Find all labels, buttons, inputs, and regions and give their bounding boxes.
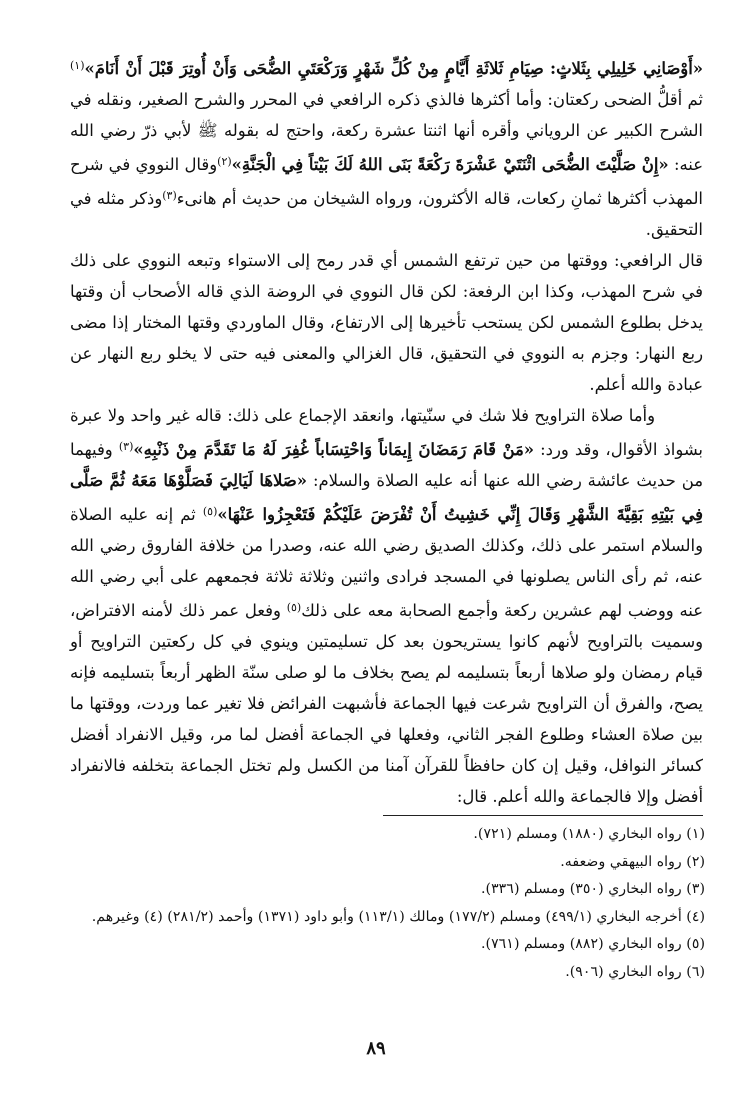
footnote-item: (٤) أخرجه البخاري (٤٩٩/١) ومسلم (١٧٧/٢) ومالك (١١٣/١) وأبو داود (١٣٧١) وأحمد (٢٨١/٢) (٤) وغيرهم. [91,908,705,925]
paragraph-tarawih [70,400,703,812]
footnote-ref: (٣) [118,440,134,453]
footnote-ref: (١) [70,59,85,72]
body-text: وذكر مثله في التحقيق. [70,189,703,239]
footnote-ref: (٥) [202,505,218,518]
body-text: ثم إنه عليه الصلاة والسلام استمر على ذلك، وكذلك الصديق رضي الله عنه، وصدرا من خلافة الفاروق رضي الله عنه، ثم رأى الناس يصلونها في المسجد فرادى واثنين وثلاثة ثلاثة فجمعهم على أبي رضي الله عنه ووضب لهم عشرين ركعة وأجمع الصحابة معه على ذلك [70,505,703,620]
footnote-ref: (٥) [286,601,302,614]
body-text: قال الرافعي: ووقتها من حين ترتفع الشمس أي قدر رمح إلى الاستواء وتبعه النووي على ذلك في شرح المهذب، وكذا ابن الرفعة: لكن قال النووي في الروضة الذي قاله الأصحاب أن وقتها يدخل بطلوع الشمس لكن يستحب تأخيرها إلى الارتفاع، وقال الماوردي وقتها المختار إذا مضى ربع النهار: وجزم به النووي في التحقيق، قال الغزالي والمعنى فيه حتى لا يخلو ربع النهار عن عبادة والله أعلم. [70,251,703,394]
body-text: وقال النووي في شرح المهذب أكثرها ثمانِ ركعات، قاله الأكثرون، ورواه الشيخان من حديث أم هانىء [70,155,703,208]
footnotes [50,821,705,986]
page-number: ٨٩ [366,1038,386,1059]
main-text [70,50,703,812]
footnote-ref: (٣) [162,189,177,202]
body-text: ثم أقلُّ الضحى ركعتان: وأما أكثرها فالذي ذكره الرافعي في المحرر والشرح الصغير، ونقله في الشرح الكبير عن الروياني وأقره أنها اثنتا عشرة ركعة، واحتج له بقوله ﷺ لأبي ذرّ رضي الله عنه: [70,90,704,174]
paragraph-duha [70,50,703,245]
footnote-ref: (٢) [217,155,232,168]
hadith-quote: «إِنْ صَلَّيْتَ الضُّحَى اثْنَتَيْ عَشْرَةَ رَكْعَةً بَنَى اللهُ لَكَ بَيْتاً فِي الْجَنَّةِ» [231,155,669,174]
footnote-item: (٥) رواه البخاري (٨٨٢) ومسلم (٧٦١). [481,936,705,952]
hadith-quote: «مَنْ قَامَ رَمَضَانَ إِيمَاناً وَاحْتِسَاباً غُفِرَ لَهُ مَا تَقَدَّمَ مِنْ ذَنْبِهِ» [133,440,535,459]
body-text: وفيهما من حديث عائشة رضي الله عنها أنه عليه الصلاة والسلام: [70,440,703,490]
footnote-item: (٣) رواه البخاري (٣٥٠) ومسلم (٣٣٦). [481,881,705,897]
footnote-item: (٦) رواه البخاري (٩٠٦). [565,963,705,980]
footnote-item: (٢) رواه البيهقي وضعفه. [560,853,705,870]
hadith-quote: «صَلاهَا لَيَالِيَ فَصَلَّوْهَا مَعَهُ ثُمَّ صَلَّى فِي بَيْتِهِ بَقِيَّةَ الشَّهْرِ وَقَالَ إِنِّي خَشِيتُ أَنْ تُفْرَضَ عَلَيْكُمْ فَتَعْجِزُوا عَنْهَا» [70,471,703,524]
footnote-item: (١) رواه البخاري (١٨٨٠) ومسلم (٧٢١). [473,826,705,842]
paragraph-duha-time [70,245,703,400]
footnote-divider [383,815,703,816]
body-text: وفعل عمر ذلك لأمنه الافتراض، وسميت بالتراويح لأنهم كانوا يستريحون بعد كل تسليمتين وينوي في كل ركعتين التراويح أو قيام رمضان ولو صلاها أربعاً بتسليمه لم يصح بخلاف ما لو صلى سنّة الظهر أربعاً بتسليمه فإنه يصح، والفرق أن التراويح شرعت فيها الجماعة فأشبهت الفرائض فلا تغير عما وردت، ووقتها ما بين صلاة العشاء وطلوع الفجر الثاني، وفعلها في الجماعة أفضل لما مر، وقيل الانفراد أفضل كسائر النوافل، وقيل إن كان حافظاً للقرآن آمنا من الكسل ولم تختل الجماعة بتخلفه فالانفراد أفضل وإلا فالجماعة والله أعلم. قال: [70,601,703,806]
body-text: وأما صلاة التراويح فلا شك في سنّيتها، وانعقد الإجماع على ذلك: قاله غير واحد ولا عبرة بشواذ الأقوال، وقد ورد: [70,406,703,459]
hadith-quote: «أَوْصَانِي خَلِيلِي بِثَلاثٍ: صِيَامِ ثَلاثَةِ أَيَّامٍ مِنْ كُلِّ شَهْرٍ وَرَكْعَتَيِ الضُّحَى وَأَنْ أُوتِرَ قَبْلَ أَنْ أَنَامَ» [84,59,703,78]
